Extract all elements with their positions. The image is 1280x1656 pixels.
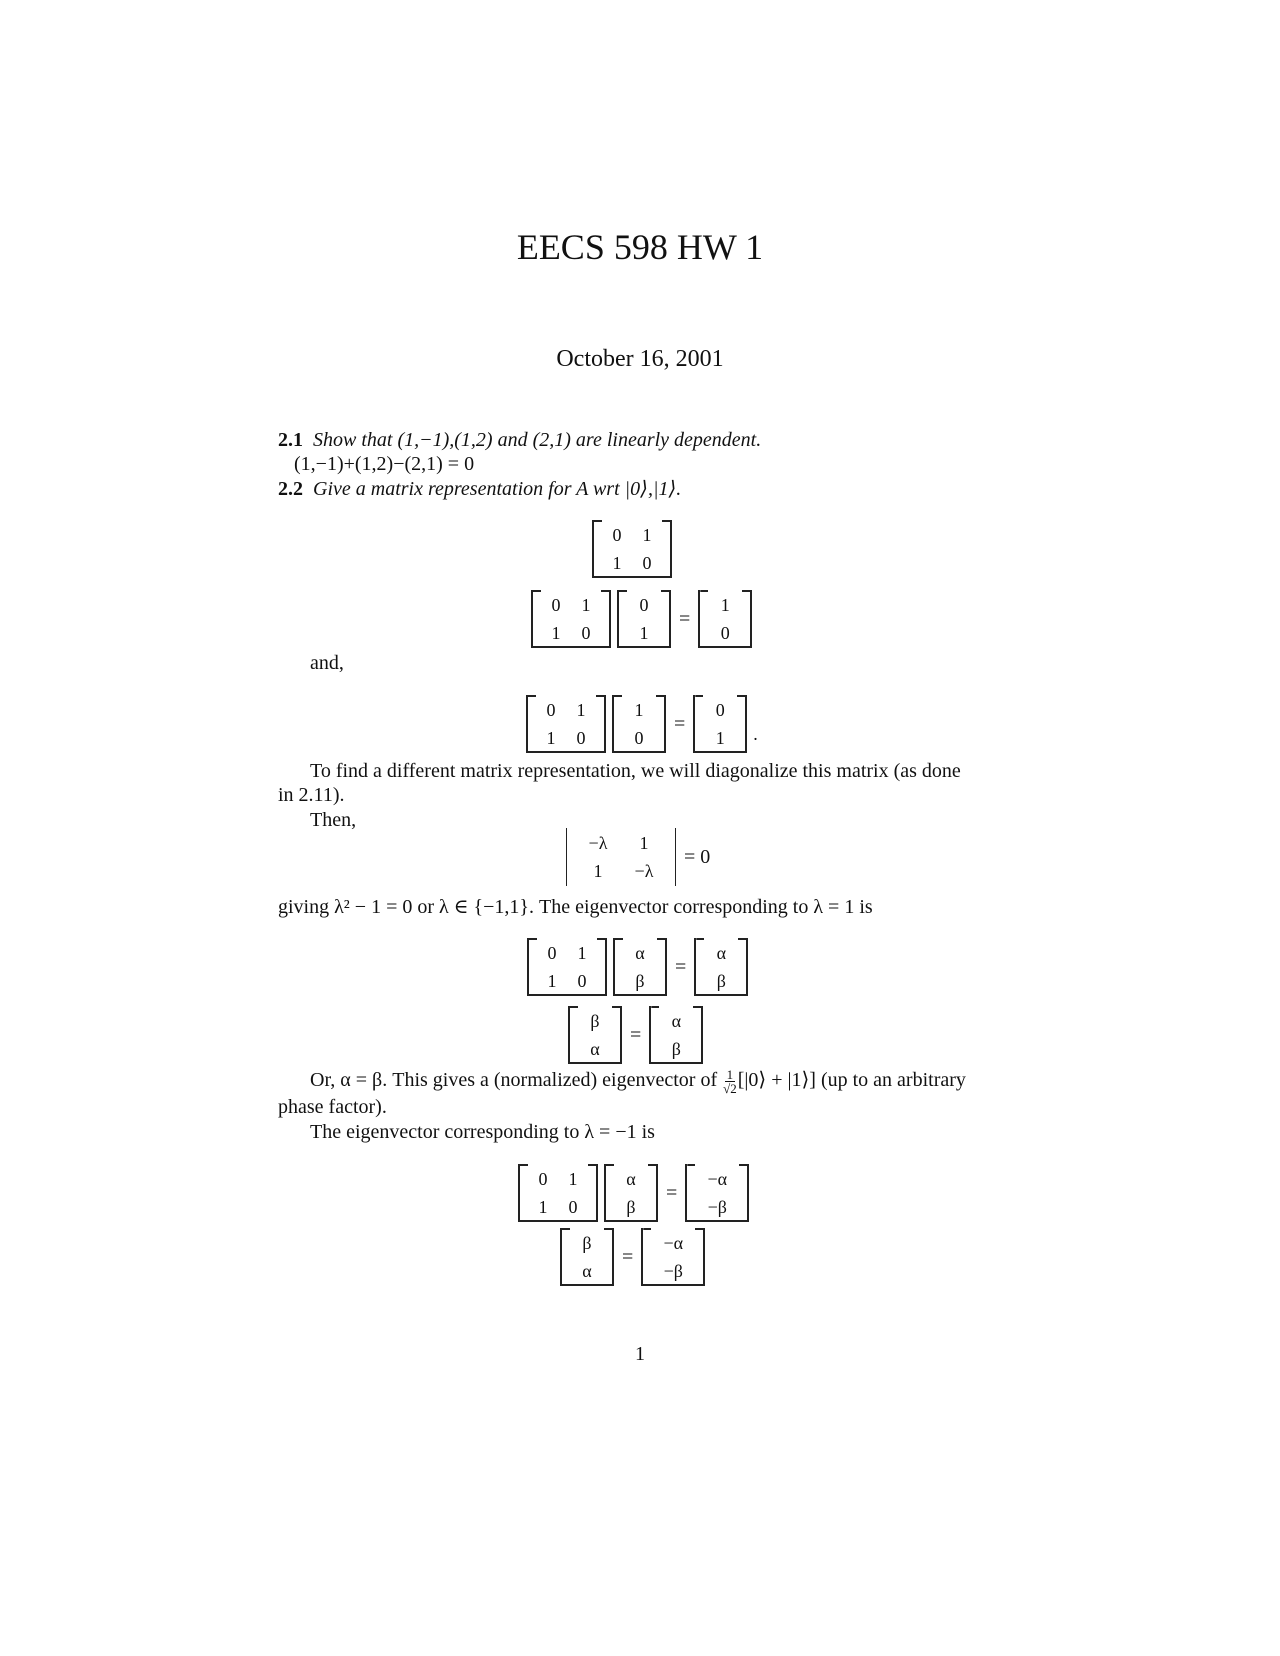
equals-sign: = xyxy=(666,1181,678,1204)
matrix xyxy=(527,938,607,996)
equals-zero: = 0 xyxy=(684,845,711,868)
equals-sign: = xyxy=(674,712,686,735)
vector xyxy=(568,1006,622,1064)
vector-cell: 0 xyxy=(715,700,725,720)
matrix-cell: 1 xyxy=(551,623,561,643)
vector xyxy=(693,695,747,753)
vector-cell: 1 xyxy=(639,623,649,643)
vector-cell: 0 xyxy=(639,595,649,615)
eigen-equation-1b xyxy=(568,1006,703,1064)
matrix-a xyxy=(592,520,672,578)
period: . xyxy=(753,724,758,744)
determinant xyxy=(566,828,676,886)
matrix-cell: 0 xyxy=(547,943,557,963)
matrix-cell: 0 xyxy=(568,1197,578,1217)
fraction-denominator: √2 xyxy=(723,1081,737,1096)
equation-1 xyxy=(531,590,752,648)
vector-cell: 1 xyxy=(715,728,725,748)
matrix-cell: 1 xyxy=(639,833,649,853)
matrix-cell: 0 xyxy=(581,623,591,643)
matrix-cell: 1 xyxy=(568,1169,578,1189)
vector-cell: 0 xyxy=(634,728,644,748)
vector-cell: β xyxy=(635,971,645,991)
paragraph-line xyxy=(310,1068,966,1095)
matrix-cell: −λ xyxy=(634,861,654,881)
paragraph-line: phase factor). xyxy=(278,1096,387,1118)
vector xyxy=(604,1164,658,1222)
equals-sign: = xyxy=(679,607,691,630)
problem-2-1 xyxy=(278,428,761,452)
vector-cell: α xyxy=(626,1169,636,1189)
matrix xyxy=(518,1164,598,1222)
vector-cell: 1 xyxy=(720,595,730,615)
eigen-equation-1 xyxy=(527,938,748,996)
matrix-cell: 1 xyxy=(593,861,603,881)
matrix-cell: 0 xyxy=(612,525,622,545)
determinant-equation xyxy=(566,828,712,886)
then-text: Then, xyxy=(310,809,357,831)
matrix-cell: 1 xyxy=(538,1197,548,1217)
paragraph-line: To find a different matrix representation, we will diagonalize this matrix (as done xyxy=(310,760,961,782)
matrix-cell: −λ xyxy=(588,833,608,853)
fraction xyxy=(723,1068,737,1095)
problem-2-2 xyxy=(278,477,681,501)
matrix-cell: 0 xyxy=(546,700,556,720)
matrix-cell: 0 xyxy=(538,1169,548,1189)
vector-cell: −α xyxy=(663,1233,684,1253)
matrix-cell: 1 xyxy=(546,728,556,748)
matrix-cell: 1 xyxy=(576,700,586,720)
page-title: EECS 598 HW 1 xyxy=(516,227,764,267)
and-text: and, xyxy=(310,652,344,674)
matrix-cell: 0 xyxy=(642,553,652,573)
equals-sign: = xyxy=(630,1023,642,1046)
vector-cell: 1 xyxy=(634,700,644,720)
equation-2 xyxy=(526,695,758,753)
matrix-cell: 1 xyxy=(612,553,622,573)
matrix-cell: 0 xyxy=(576,728,586,748)
vector xyxy=(694,938,748,996)
vector-cell: α xyxy=(671,1011,681,1031)
vector-cell: β xyxy=(590,1011,600,1031)
matrix-cell: 0 xyxy=(577,971,587,991)
vector-cell: α xyxy=(590,1039,600,1059)
vector xyxy=(612,695,666,753)
paragraph-text: Or, α = β. This gives a (normalized) eigenvector of xyxy=(310,1069,723,1092)
eigen-equation-2b xyxy=(560,1228,705,1286)
problem-statement: Give a matrix representation for A wrt |0⟩,|1⟩. xyxy=(313,478,682,500)
paragraph-line: The eigenvector corresponding to λ = −1 is xyxy=(310,1121,655,1143)
paragraph-line: giving λ² − 1 = 0 or λ ∈ {−1,1}. The eigenvector corresponding to λ = 1 is xyxy=(278,896,873,918)
matrix-cell: 0 xyxy=(551,595,561,615)
vector-cell: β xyxy=(716,971,726,991)
problem-2-1-answer: (1,−1)+(1,2)−(2,1) = 0 xyxy=(294,453,475,475)
document-date: October 16, 2001 xyxy=(556,346,724,372)
vector-cell: α xyxy=(635,943,645,963)
vector-cell: −α xyxy=(707,1169,728,1189)
problem-number: 2.1 xyxy=(278,429,303,451)
vector-cell: β xyxy=(582,1233,592,1253)
problem-statement: Show that (1,−1),(1,2) and (2,1) are linearly dependent. xyxy=(313,429,762,451)
matrix xyxy=(592,520,672,578)
vector-cell: β xyxy=(671,1039,681,1059)
vector xyxy=(560,1228,614,1286)
matrix-cell: 1 xyxy=(547,971,557,991)
vector xyxy=(641,1228,705,1286)
matrix-cell: 1 xyxy=(577,943,587,963)
vector-cell: β xyxy=(626,1197,636,1217)
vector-cell: −β xyxy=(663,1261,683,1281)
problem-number: 2.2 xyxy=(278,478,303,500)
vector xyxy=(617,590,671,648)
equals-sign: = xyxy=(622,1245,634,1268)
vector xyxy=(685,1164,749,1222)
matrix xyxy=(526,695,606,753)
vector xyxy=(698,590,752,648)
vector-cell: 0 xyxy=(720,623,730,643)
vector xyxy=(649,1006,703,1064)
vector-cell: α xyxy=(582,1261,592,1281)
matrix xyxy=(531,590,611,648)
vector xyxy=(613,938,667,996)
eigen-equation-2 xyxy=(518,1164,749,1222)
paragraph-line: in 2.11). xyxy=(278,784,345,806)
vector-cell: α xyxy=(716,943,726,963)
equals-sign: = xyxy=(675,955,687,978)
paragraph-text: [|0⟩ + |1⟩] (up to an arbitrary xyxy=(737,1069,966,1092)
matrix-cell: 1 xyxy=(581,595,591,615)
vector-cell: −β xyxy=(707,1197,727,1217)
fraction-numerator: 1 xyxy=(726,1067,734,1082)
page-number: 1 xyxy=(635,1343,645,1365)
matrix-cell: 1 xyxy=(642,525,652,545)
